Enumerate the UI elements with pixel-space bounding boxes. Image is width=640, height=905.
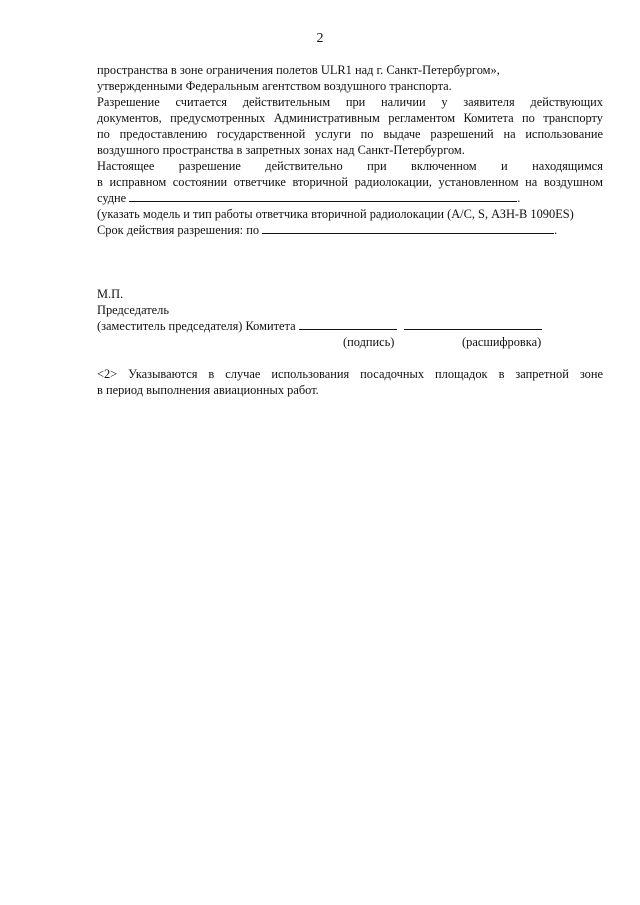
validity-field-line — [97, 222, 603, 238]
signature-blank — [299, 318, 397, 330]
validity-label: Срок действия разрешения: по — [97, 223, 260, 237]
aircraft-label: судне — [97, 191, 127, 205]
aircraft-blank — [129, 190, 517, 202]
signer-title-deputy: (заместитель председателя) Комитета — [97, 319, 296, 333]
seal-label: М.П. — [97, 287, 124, 301]
document-body — [97, 62, 603, 398]
signer-title-line — [97, 318, 603, 334]
paragraph-line: утвержденными Федеральным агентством воздушного транспорта. — [97, 79, 452, 93]
paragraph-line: по предоставлению государственной услуги по выдаче разрешений на использование — [97, 127, 603, 141]
validity-suffix: . — [554, 223, 558, 237]
paragraph-line: в исправном состоянии ответчике вторичной радиолокации, установленном на воздушном — [97, 175, 603, 189]
transcript-caption: (расшифровка) — [462, 335, 542, 349]
signer-title: Председатель — [97, 303, 170, 317]
paragraph-line: Настоящее разрешение действительно при включенном и находящимся — [97, 159, 603, 173]
aircraft-suffix: . — [517, 191, 521, 205]
signature-labels — [97, 334, 603, 350]
footnote-line: в период выполнения авиационных работ. — [97, 383, 319, 397]
validity-blank — [262, 222, 554, 234]
paragraph-line: пространства в зоне ограничения полетов ULR1 над г. Санкт-Петербургом», — [97, 63, 500, 77]
paragraph-line: Разрешение считается действительным при наличии у заявителя действующих — [97, 95, 603, 109]
page-number: 2 — [316, 31, 324, 46]
paragraph-line: воздушного пространства в запретных зонах над Санкт-Петербургом. — [97, 143, 465, 157]
paragraph-line: документов, предусмотренных Административным регламентом Комитета по транспорту — [97, 111, 603, 125]
aircraft-field-line — [97, 190, 603, 206]
signature-caption: (подпись) — [343, 335, 395, 349]
footnote-line: <2> Указываются в случае использования посадочных площадок в запретной зоне — [97, 367, 603, 381]
transcript-blank — [404, 318, 542, 330]
transponder-hint: (указать модель и тип работы ответчика вторичной радиолокации (A/C, S, АЗН-В 1090ES) — [97, 207, 574, 221]
